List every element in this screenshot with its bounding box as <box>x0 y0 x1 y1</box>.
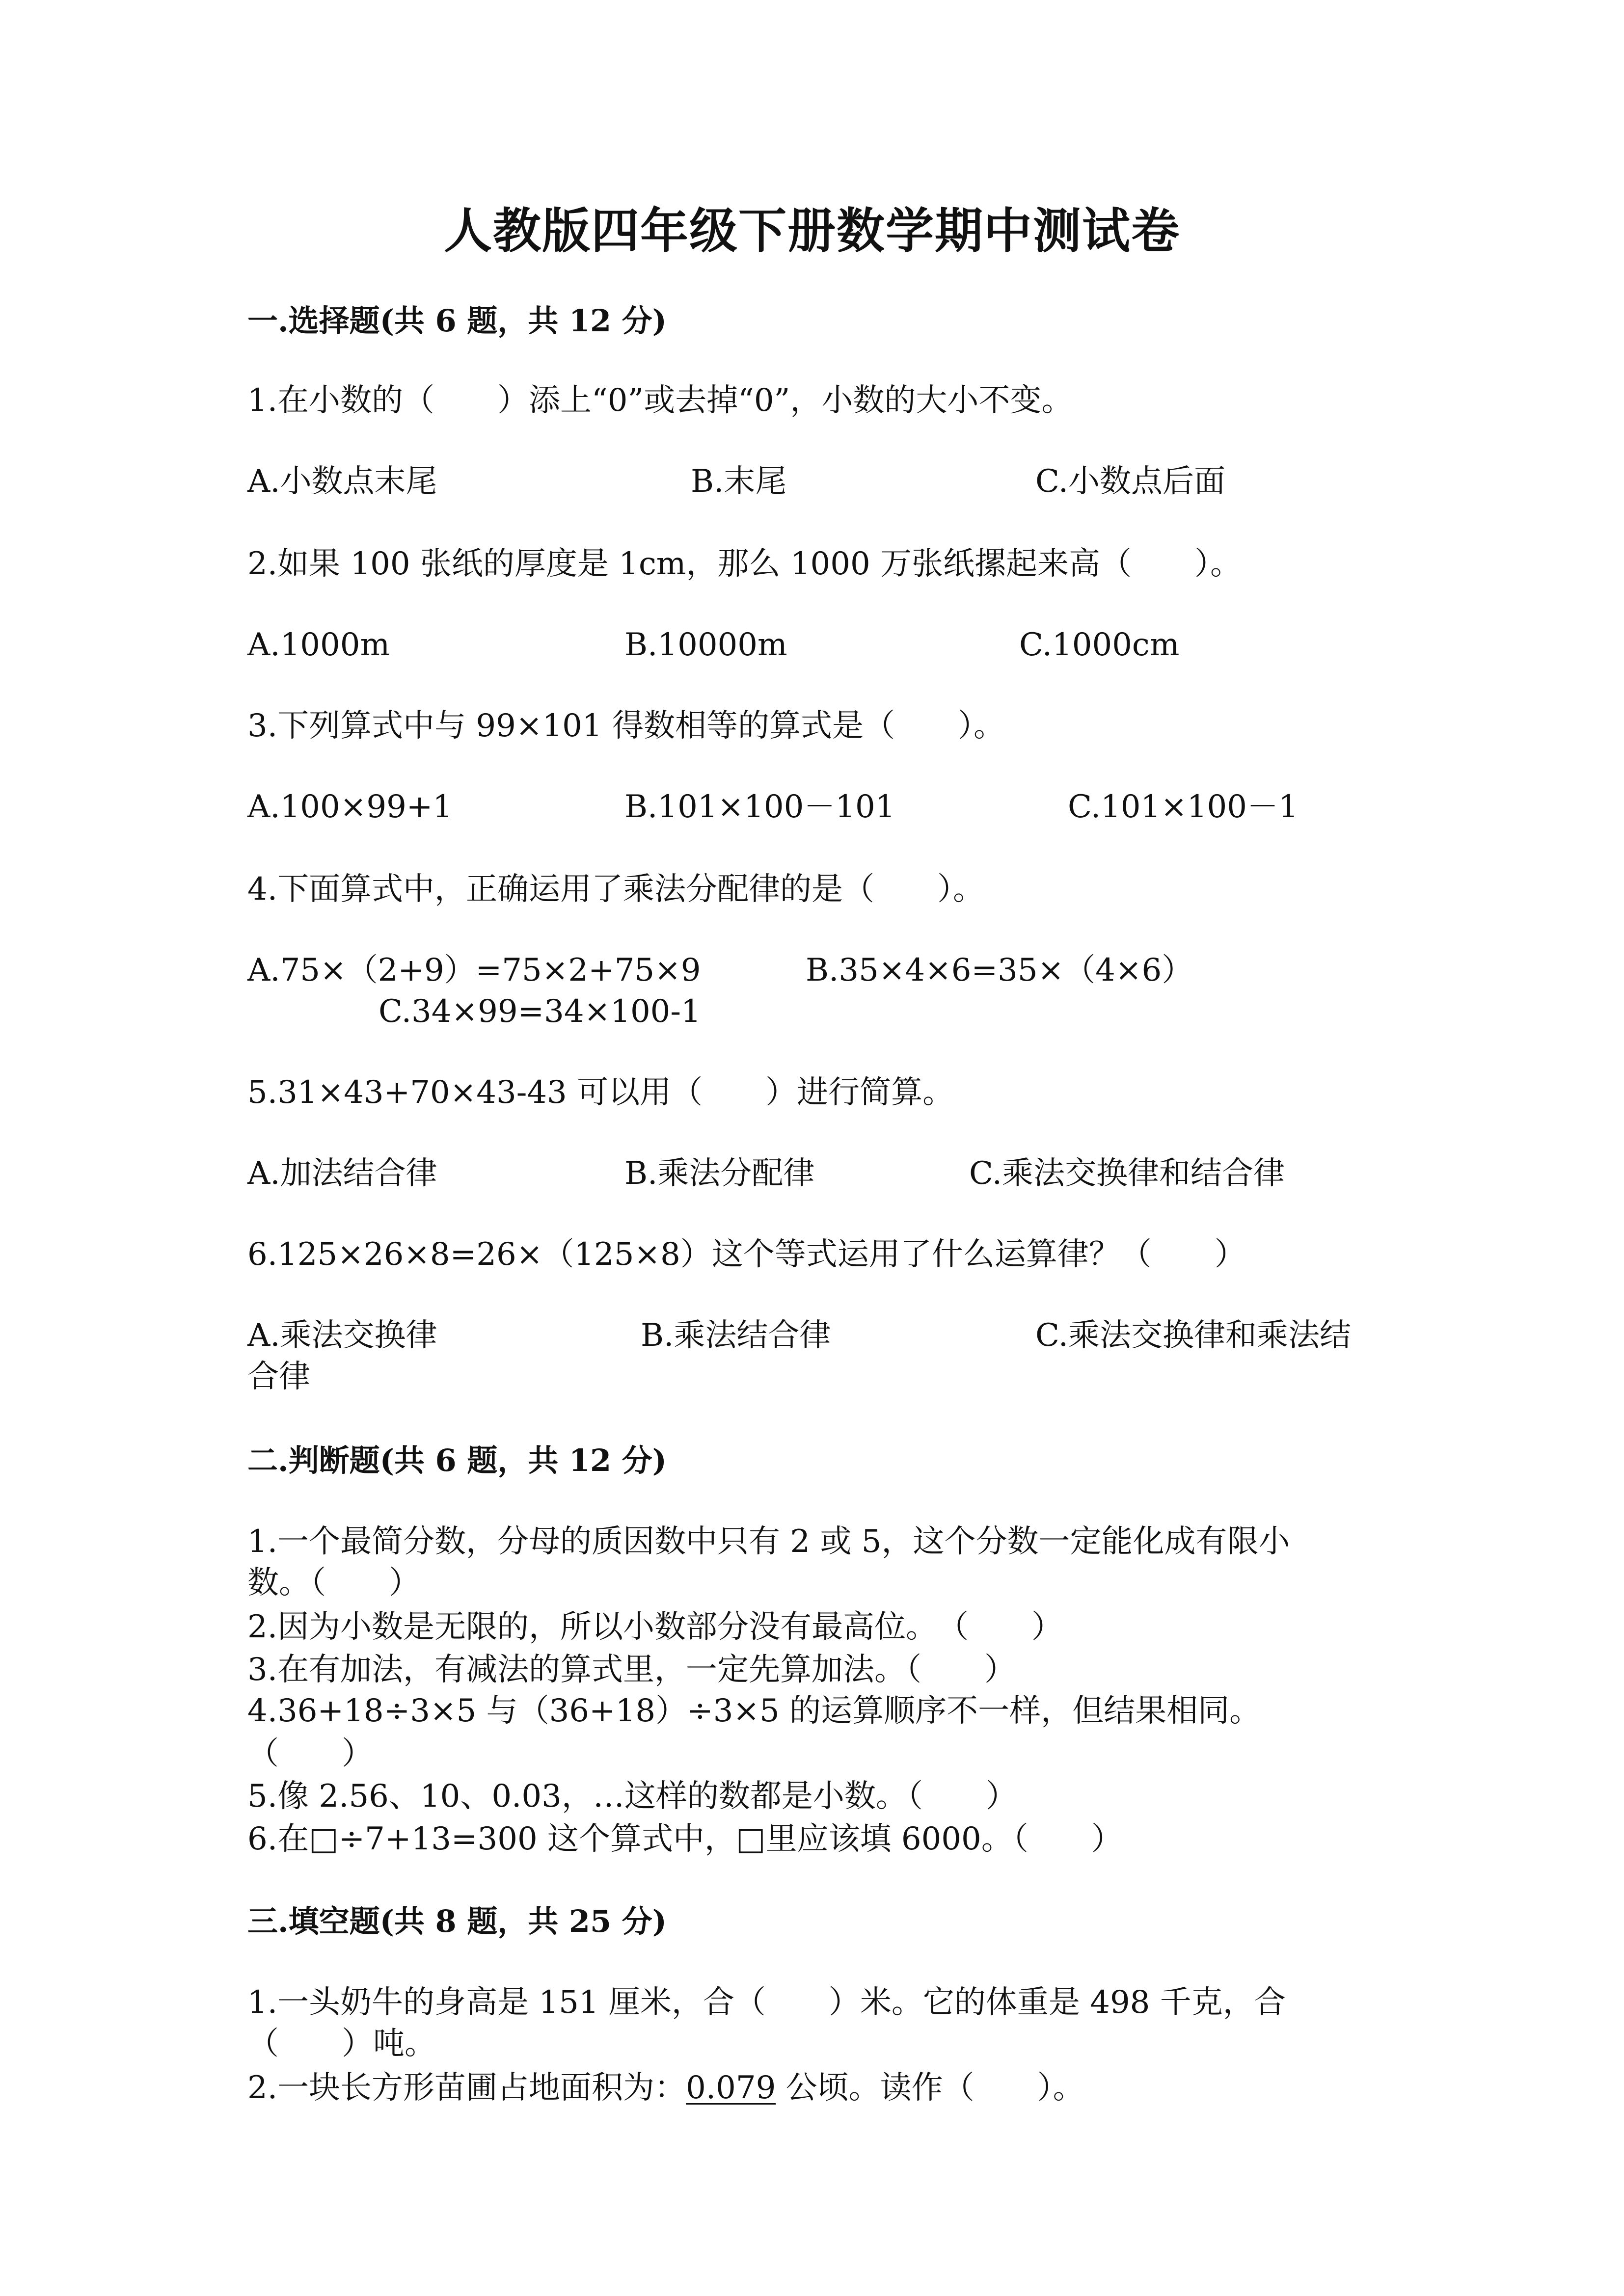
fill-question-1-continued: （ ）吨。 <box>247 2026 436 2062</box>
choice-6-option-c-continued: 合律 <box>247 1359 310 1395</box>
judgment-question-2: 2.因为小数是无限的，所以小数部分没有最高位。 （ ） <box>247 1609 1063 1645</box>
choice-3-option-a: A.100×99+1 <box>247 789 453 825</box>
choice-2-option-a: A.1000m <box>247 627 390 663</box>
judgment-question-4-continued: （ ） <box>247 1735 373 1772</box>
judgment-question-6: 6.在□÷7+13=300 这个算式中，□里应该填 6000。（ ） <box>247 1821 1123 1857</box>
choice-4-option-b: B.35×4×6=35×（4×6） <box>806 952 1193 988</box>
choice-1-option-a: A.小数点末尾 <box>247 463 437 500</box>
choice-question-3: 3.下列算式中与 99×101 得数相等的算式是（ ）。 <box>247 708 1005 744</box>
choice-question-4: 4.下面算式中，正确运用了乘法分配律的是（ ）。 <box>247 871 985 908</box>
choice-1-option-b: B.末尾 <box>691 463 787 500</box>
choice-4-option-a: A.75×（2+9）=75×2+75×9 <box>247 952 701 988</box>
choice-4-option-c: C.34×99=34×100-1 <box>379 993 701 1030</box>
choice-5-option-a: A.加法结合律 <box>247 1155 437 1192</box>
fill-question-2 <box>247 2067 1084 2109</box>
fill-question-2-before: 2.一块长方形苗圃占地面积为： <box>247 2070 686 2106</box>
choice-1-option-c: C.小数点后面 <box>1035 463 1226 500</box>
choice-question-1: 1.在小数的（ ）添上“0”或去掉“0”，小数的大小不变。 <box>247 382 1073 419</box>
choice-3-option-b: B.101×100－101 <box>624 789 895 825</box>
choice-5-option-b: B.乘法分配律 <box>624 1155 815 1192</box>
fill-question-1: 1.一头奶牛的身高是 151 厘米，合（ ）米。它的体重是 498 千克，合 <box>247 1984 1286 2021</box>
judgment-question-1-continued: 数。（ ） <box>247 1565 420 1601</box>
section-heading-choice: 一.选择题(共 6 题，共 12 分) <box>247 303 667 339</box>
fill-question-2-underlined-value: 0.079 <box>686 2070 776 2106</box>
choice-5-option-c: C.乘法交换律和结合律 <box>969 1155 1285 1192</box>
choice-question-5: 5.31×43+70×43-43 可以用（ ）进行简算。 <box>247 1074 954 1111</box>
judgment-question-3: 3.在有加法，有减法的算式里，一定先算加法。（ ） <box>247 1652 1016 1688</box>
fill-question-2-after: 公顷。读作（ ）。 <box>776 2070 1084 2106</box>
choice-6-option-c: C.乘法交换律和乘法结 <box>1035 1317 1352 1354</box>
section-heading-fill-blank: 三.填空题(共 8 题，共 25 分) <box>247 1903 667 1939</box>
choice-2-option-c: C.1000cm <box>1019 627 1180 663</box>
choice-6-option-b: B.乘法结合律 <box>641 1317 831 1354</box>
choice-3-option-c: C.101×100－1 <box>1068 789 1299 825</box>
choice-6-option-a: A.乘法交换律 <box>247 1317 437 1354</box>
judgment-question-5: 5.像 2.56、10、0.03，…这样的数都是小数。（ ） <box>247 1778 1017 1815</box>
judgment-question-4: 4.36+18÷3×5 与（36+18）÷3×5 的运算顺序不一样，但结果相同。 <box>247 1693 1261 1729</box>
exam-title: 人教版四年级下册数学期中测试卷 <box>443 203 1180 259</box>
section-heading-judgment: 二.判断题(共 6 题，共 12 分) <box>247 1442 667 1478</box>
choice-question-2: 2.如果 100 张纸的厚度是 1cm，那么 1000 万张纸摞起来高（ ）。 <box>247 546 1242 582</box>
judgment-question-1: 1.一个最简分数，分母的质因数中只有 2 或 5，这个分数一定能化成有限小 <box>247 1523 1290 1560</box>
choice-2-option-b: B.10000m <box>624 627 787 663</box>
choice-question-6: 6.125×26×8=26×（125×8）这个等式运用了什么运算律？（ ） <box>247 1236 1246 1273</box>
